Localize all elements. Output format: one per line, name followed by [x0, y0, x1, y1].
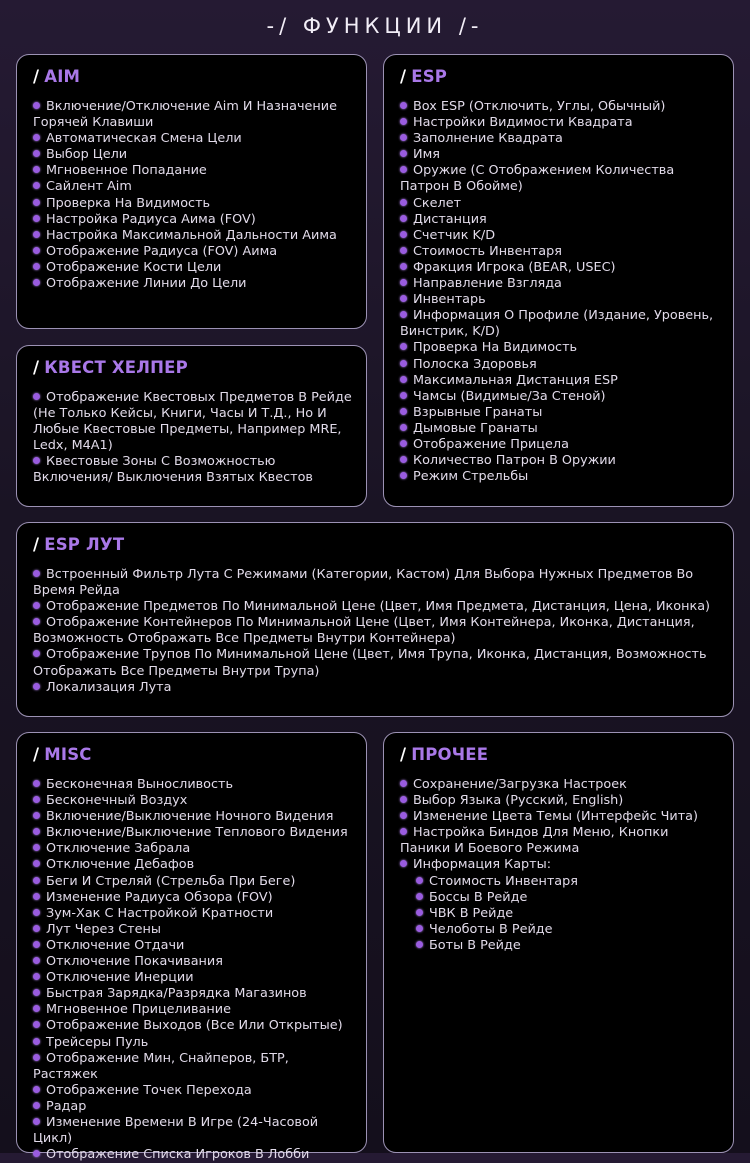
feature-text: Изменение Цвета Темы (Интерфейс Чита)	[413, 809, 698, 825]
feature-item	[400, 131, 719, 147]
aim-section-title: / AIM	[33, 67, 81, 86]
feature-item	[33, 841, 352, 857]
feature-text: Мгновенное Прицеливание	[46, 1002, 231, 1018]
feature-item	[400, 469, 719, 485]
feature-text: Инвентарь	[413, 292, 486, 308]
feature-text: Бесконечная Выносливость	[46, 777, 234, 792]
feature-item	[400, 244, 719, 260]
bullet-dot-icon	[33, 925, 40, 932]
feature-text: Отображение Списка Игроков В Лобби	[46, 1147, 310, 1163]
feature-item	[33, 857, 352, 873]
bullet-dot-icon	[400, 780, 407, 787]
bullet-dot-icon	[400, 134, 407, 141]
feature-text: Быстрая Зарядка/Разрядка Магазинов	[46, 986, 307, 1002]
bullet-dot-icon	[400, 295, 407, 302]
esp-section	[383, 54, 734, 507]
feature-item	[33, 986, 352, 1002]
feature-text: Локализация Лута	[46, 679, 172, 695]
feature-text: Отображение Квестовых Предметов В Рейде (Не Только Кейсы, Книги, Часы И Т.Д., Но И Любые Квестовые Предметы, Например MRE, Ledx, M4A1)	[33, 390, 352, 454]
bullet-dot-icon	[33, 263, 40, 270]
other-feature-list	[400, 777, 719, 874]
feature-item	[33, 1035, 352, 1051]
feature-text: Встроенный Фильтр Лута С Режимами (Категории, Кастом) Для Выбора Нужных Предметов Во Время Рейда	[33, 567, 694, 599]
feature-item	[33, 163, 352, 179]
bullet-dot-icon	[400, 102, 407, 109]
bullet-dot-icon	[416, 941, 423, 948]
feature-item	[400, 163, 719, 195]
bullet-dot-icon	[33, 1038, 40, 1045]
feature-text: Настройка Радиуса Аима (FOV)	[46, 211, 256, 227]
feature-text: Отключение Инерции	[46, 970, 194, 986]
bullet-dot-icon	[33, 973, 40, 980]
feature-item	[33, 99, 352, 131]
bullet-dot-icon	[33, 844, 40, 851]
bullet-dot-icon	[400, 360, 407, 367]
feature-text: Максимальная Дистанция ESP	[413, 372, 618, 388]
feature-text: Отображение Линии До Цели	[46, 276, 247, 292]
feature-item	[33, 1099, 352, 1115]
feature-text: Направление Взгляда	[413, 276, 562, 292]
feature-text: Настройка Биндов Для Меню, Кнопки Паники И Боевого Режима	[400, 825, 669, 857]
feature-text: Отображение Трупов По Минимальной Цене (Цвет, Имя Трупа, Иконка, Дистанция, Возможность Отображать Все Предметы Внутри Трупа)	[33, 647, 707, 679]
bullet-dot-icon	[400, 199, 407, 206]
feature-item	[33, 906, 352, 922]
feature-item	[33, 1115, 352, 1147]
feature-text: Скелет	[413, 195, 462, 211]
feature-item	[400, 453, 719, 469]
feature-item	[400, 276, 719, 292]
esp-section-title: / ESP	[400, 67, 448, 86]
feature-item	[400, 196, 719, 212]
feature-item	[33, 244, 352, 260]
feature-item	[400, 857, 719, 873]
feature-item	[33, 179, 352, 195]
feature-item	[33, 1147, 352, 1163]
feature-text: Стоимость Инвентаря	[429, 873, 578, 889]
feature-text: ЧВК В Рейде	[429, 905, 514, 921]
feature-item	[33, 825, 352, 841]
esp-loot-section-title: / ESP ЛУТ	[33, 535, 125, 554]
esp-feature-list	[400, 99, 719, 485]
feature-item	[400, 212, 719, 228]
feature-text: Выбор Языка (Русский, English)	[413, 793, 624, 809]
bullet-dot-icon	[400, 472, 407, 479]
feature-text: Box ESP (Отключить, Углы, Обычный)	[413, 99, 666, 114]
feature-item	[400, 777, 719, 793]
misc-feature-list	[33, 777, 352, 1163]
feature-item	[33, 793, 352, 809]
feature-text: Включение/Отключение Aim И Назначение Горячей Клавиши	[33, 99, 337, 131]
bullet-dot-icon	[33, 780, 40, 787]
bullet-dot-icon	[33, 393, 40, 400]
sub-feature-item	[400, 922, 719, 938]
quest-feature-list	[33, 390, 352, 487]
bullet-dot-icon	[400, 343, 407, 350]
bullet-dot-icon	[33, 166, 40, 173]
page-title: -/ ФУНКЦИИ /-	[266, 14, 484, 38]
bullet-dot-icon	[33, 828, 40, 835]
sub-feature-item	[400, 890, 719, 906]
bullet-dot-icon	[33, 650, 40, 657]
sub-feature-item	[400, 906, 719, 922]
feature-text: Отключение Отдачи	[46, 937, 185, 953]
bullet-dot-icon	[416, 909, 423, 916]
bullet-dot-icon	[33, 909, 40, 916]
bullet-dot-icon	[400, 440, 407, 447]
map-info-sublist	[400, 874, 719, 954]
feature-item	[33, 647, 719, 679]
bullet-dot-icon	[33, 877, 40, 884]
feature-text: Бесконечный Воздух	[46, 793, 188, 809]
feature-text: Трейсеры Пуль	[46, 1034, 149, 1050]
feature-item	[400, 373, 719, 389]
feature-item	[400, 308, 719, 340]
bullet-dot-icon	[33, 1150, 40, 1157]
feature-text: Отображение Контейнеров По Минимальной Цене (Цвет, Имя Контейнера, Иконка, Дистанция, Возможность Отображать Все Предметы Внутри Контейнера)	[33, 615, 695, 647]
aim-section	[16, 54, 367, 329]
bullet-dot-icon	[400, 860, 407, 867]
feature-text: Отображение Точек Перехода	[46, 1082, 252, 1098]
loot-feature-list	[33, 567, 719, 696]
feature-text: Фракция Игрока (BEAR, USEC)	[413, 259, 616, 275]
bullet-dot-icon	[33, 1005, 40, 1012]
quest-helper-section-title: / КВЕСТ ХЕЛПЕР	[33, 358, 188, 377]
sub-feature-item	[400, 938, 719, 954]
bullet-dot-icon	[400, 376, 407, 383]
feature-text: Заполнение Квадрата	[413, 131, 563, 147]
feature-text: Дымовые Гранаты	[413, 420, 538, 436]
feature-item	[400, 340, 719, 356]
feature-item	[33, 147, 352, 163]
feature-text: Счетчик K/D	[413, 227, 496, 243]
feature-item	[400, 115, 719, 131]
feature-item	[33, 890, 352, 906]
feature-item	[33, 954, 352, 970]
feature-item	[400, 421, 719, 437]
feature-text: Чамсы (Видимые/За Стеной)	[413, 388, 606, 404]
feature-text: Изменение Радиуса Обзора (FOV)	[46, 889, 273, 905]
feature-text: Настройки Видимости Квадрата	[413, 115, 633, 131]
bullet-dot-icon	[416, 877, 423, 884]
bullet-dot-icon	[416, 925, 423, 932]
bullet-dot-icon	[400, 392, 407, 399]
bullet-dot-icon	[400, 424, 407, 431]
feature-item	[400, 260, 719, 276]
feature-text: Квестовые Зоны С Возможностью Включения/ Выключения Взятых Квестов	[33, 454, 313, 486]
bullet-dot-icon	[33, 199, 40, 206]
aim-feature-list	[33, 99, 352, 292]
feature-item	[33, 874, 352, 890]
bullet-dot-icon	[33, 231, 40, 238]
feature-text: Радар	[46, 1098, 87, 1114]
bullet-dot-icon	[416, 893, 423, 900]
bullet-dot-icon	[33, 1118, 40, 1125]
feature-text: Изменение Времени В Игре (24-Часовой Цикл)	[33, 1114, 319, 1147]
bullet-dot-icon	[33, 1054, 40, 1061]
feature-text: Сайлент Aim	[46, 179, 132, 195]
feature-text: Беги И Стреляй (Стрельба При Беге)	[46, 873, 296, 889]
bullet-dot-icon	[33, 812, 40, 819]
bullet-dot-icon	[400, 118, 407, 125]
feature-text: Включение/Выключение Теплового Видения	[46, 825, 348, 841]
feature-text: Отключение Дебафов	[46, 857, 195, 873]
feature-item	[33, 1083, 352, 1099]
feature-item	[33, 212, 352, 228]
feature-text: Полоска Здоровья	[413, 356, 537, 372]
bullet-dot-icon	[33, 618, 40, 625]
bullet-dot-icon	[400, 828, 407, 835]
bullet-dot-icon	[400, 166, 407, 173]
misc-section	[16, 732, 367, 1163]
feature-item	[33, 276, 352, 292]
bullet-dot-icon	[400, 812, 407, 819]
feature-item	[400, 147, 719, 163]
feature-item	[400, 793, 719, 809]
bullet-dot-icon	[33, 570, 40, 577]
feature-item	[33, 1051, 352, 1083]
bullet-dot-icon	[33, 683, 40, 690]
feature-item	[400, 292, 719, 308]
feature-item	[33, 454, 352, 486]
feature-text: Проверка На Видимость	[46, 195, 211, 211]
feature-item	[33, 777, 352, 793]
feature-item	[33, 567, 719, 599]
feature-text: Отображение Мин, Снайперов, БТР, Растяжек	[33, 1050, 289, 1082]
feature-text: Отображение Кости Цели	[46, 259, 222, 275]
feature-text: Отображение Выходов (Все Или Открытые)	[46, 1018, 343, 1034]
feature-text: Сохранение/Загрузка Настроек	[413, 777, 627, 792]
feature-text: Информация О Профиле (Издание, Уровень, Винстрик, K/D)	[400, 308, 714, 340]
other-section	[383, 732, 734, 1153]
other-section-title: / ПРОЧЕЕ	[400, 745, 489, 764]
feature-item	[400, 405, 719, 421]
feature-item	[400, 228, 719, 244]
bullet-dot-icon	[33, 1021, 40, 1028]
bullet-dot-icon	[33, 602, 40, 609]
bullet-dot-icon	[33, 941, 40, 948]
feature-text: Количество Патрон В Оружии	[413, 453, 616, 469]
bullet-dot-icon	[33, 860, 40, 867]
bullet-dot-icon	[33, 182, 40, 189]
feature-item	[33, 970, 352, 986]
feature-text: Мгновенное Попадание	[46, 163, 207, 179]
feature-text: Отключение Покачивания	[46, 954, 223, 970]
feature-text: Выбор Цели	[46, 147, 128, 163]
bullet-dot-icon	[33, 796, 40, 803]
feature-item	[33, 228, 352, 244]
bullet-dot-icon	[33, 150, 40, 157]
feature-item	[33, 1018, 352, 1034]
feature-text: Отображение Прицела	[413, 436, 569, 452]
feature-text: Имя	[413, 147, 440, 163]
feature-item	[400, 99, 719, 115]
feature-text: Отображение Предметов По Минимальной Цене (Цвет, Имя Предмета, Дистанция, Цена, Иконка)	[46, 599, 711, 615]
feature-text: Боты В Рейде	[429, 937, 521, 953]
feature-item	[400, 389, 719, 405]
bullet-dot-icon	[400, 796, 407, 803]
bullet-dot-icon	[33, 893, 40, 900]
feature-text: Отображение Радиуса (FOV) Аима	[46, 243, 278, 259]
bullet-dot-icon	[33, 215, 40, 222]
misc-section-title: / MISC	[33, 745, 92, 764]
feature-item	[33, 260, 352, 276]
bullet-dot-icon	[33, 1102, 40, 1109]
feature-text: Зум-Хак С Настройкой Кратности	[46, 905, 274, 921]
feature-text: Лут Через Стены	[46, 921, 161, 937]
feature-text: Режим Стрельбы	[413, 469, 529, 485]
bullet-dot-icon	[33, 247, 40, 254]
bullet-dot-icon	[400, 150, 407, 157]
feature-item	[33, 390, 352, 454]
bullet-dot-icon	[400, 456, 407, 463]
feature-item	[400, 357, 719, 373]
sub-feature-item	[400, 874, 719, 890]
feature-text: Оружие (С Отображением Количества Патрон В Обойме)	[400, 163, 675, 195]
bullet-dot-icon	[400, 247, 407, 254]
bullet-dot-icon	[33, 957, 40, 964]
feature-text: Боссы В Рейде	[429, 889, 528, 905]
feature-text: Челоботы В Рейде	[429, 921, 553, 937]
feature-item	[33, 938, 352, 954]
bullet-dot-icon	[400, 408, 407, 415]
feature-text: Настройка Максимальной Дальности Аима	[46, 227, 337, 243]
feature-text: Автоматическая Смена Цели	[46, 131, 242, 147]
feature-text: Проверка На Видимость	[413, 340, 578, 356]
bullet-dot-icon	[33, 102, 40, 109]
feature-item	[33, 599, 719, 615]
feature-item	[400, 825, 719, 857]
bullet-dot-icon	[33, 1086, 40, 1093]
feature-item	[400, 437, 719, 453]
feature-text: Стоимость Инвентаря	[413, 243, 562, 259]
feature-item	[33, 809, 352, 825]
feature-item	[33, 615, 719, 647]
esp-loot-section	[16, 522, 734, 717]
feature-text: Дистанция	[413, 211, 487, 227]
bullet-dot-icon	[33, 134, 40, 141]
feature-text: Отключение Забрала	[46, 841, 191, 857]
bullet-dot-icon	[400, 311, 407, 318]
feature-item	[33, 922, 352, 938]
feature-item	[33, 196, 352, 212]
bullet-dot-icon	[33, 457, 40, 464]
feature-text: Информация Карты:	[413, 857, 552, 873]
feature-item	[33, 131, 352, 147]
bullet-dot-icon	[400, 263, 407, 270]
feature-item	[33, 680, 719, 696]
feature-text: Включение/Выключение Ночного Видения	[46, 809, 334, 825]
feature-text: Взрывные Гранаты	[413, 404, 543, 420]
quest-helper-section	[16, 345, 367, 507]
bullet-dot-icon	[400, 215, 407, 222]
bullet-dot-icon	[33, 279, 40, 286]
bullet-dot-icon	[33, 989, 40, 996]
bullet-dot-icon	[400, 231, 407, 238]
feature-item	[33, 1002, 352, 1018]
feature-item	[400, 809, 719, 825]
bullet-dot-icon	[400, 279, 407, 286]
